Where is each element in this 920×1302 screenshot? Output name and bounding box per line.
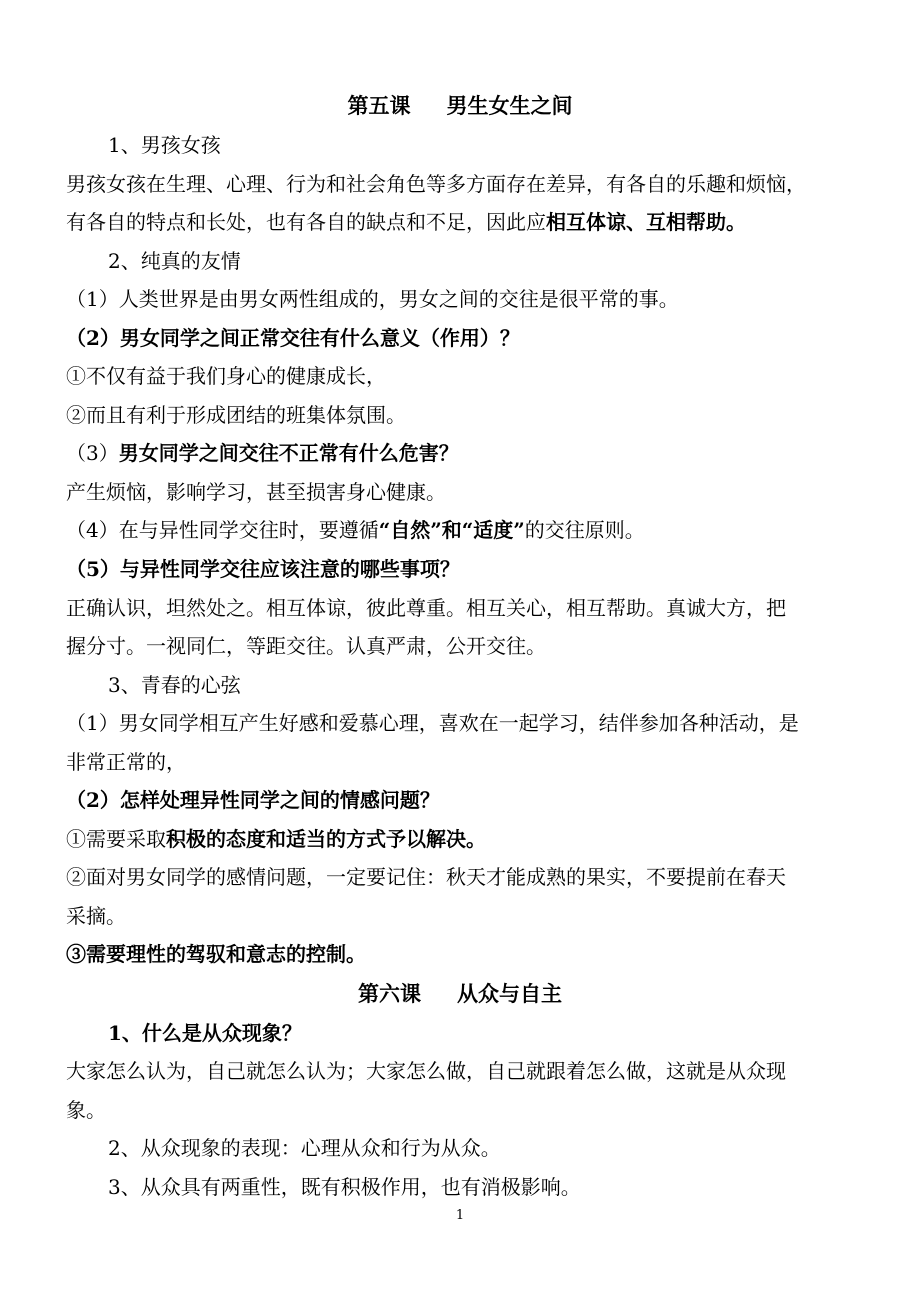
l5-section2-question5: （5）与异性同学交往应该注意的哪些事项？ [66,557,460,581]
l5-section1-para-line2 [66,210,880,234]
l6-section1-heading: 1、什么是从众现象？ [108,1021,302,1045]
l5-section2-answer3: 产生烦恼，影响学习，甚至损害身心健康。 [66,480,446,504]
l5-section2-answer5-line2: 握分寸。一视同仁，等距交往。认真严肃，公开交往。 [66,634,546,658]
l5-item4-text2: 的交往原则。 [524,518,645,542]
l5-section1-para-line1: 男孩女孩在生理、心理、行为和社会角色等多方面存在差异，有各自的乐趣和烦恼， [66,172,806,196]
l6-section2: 2、从众现象的表现：心理从众和行为从众。 [108,1136,501,1160]
l5-section3-answer2-2-line2: 采摘。 [66,904,126,928]
l5-section3-item1-line2: 非常正常的， [66,750,186,774]
l5-item4-shidu: “适度” [461,518,525,542]
l5-s3-a1-bold: 积极的态度和适当的方式予以解决。 [166,827,486,851]
l5-q3-text: 男女同学之间交往不正常有什么危害？ [118,441,459,465]
lesson5-title-text: 男生女生之间 [446,94,573,118]
l5-section2-heading: 2、纯真的友情 [108,249,241,273]
l5-q3-number: （3） [66,441,119,465]
page-number: 1 [455,1208,465,1223]
l5-section3-answer2-2-line1: ②面对男女同学的感情问题，一定要记住：秋天才能成熟的果实，不要提前在春天 [66,865,786,889]
l5-s3-a1-text: ①需要采取 [66,827,166,851]
l5-section3-heading: 3、青春的心弦 [108,673,241,697]
l5-item4-text1: （4）在与异性同学交往时，要遵循 [66,518,379,542]
lesson6-title-text: 从众与自主 [457,982,562,1006]
l5-section3-question2: （2）怎样处理异性同学之间的情感问题？ [66,788,440,812]
l5-section2-item1: （1）人类世界是由男女两性组成的，男女之间的交往是很平常的事。 [66,287,679,311]
lesson6-title [0,982,920,1006]
l5-section2-answer5-line1: 正确认识，坦然处之。相互体谅，彼此尊重。相互关心，相互帮助。真诚大方，把 [66,596,786,620]
l5-section2-answer2-2: ②而且有利于形成团结的班集体氛围。 [66,403,406,427]
l5-section1-para-bold: 相互体谅、互相帮助。 [546,210,746,234]
lesson6-title-number: 第六课 [358,982,421,1006]
l6-section1-para-line2: 象。 [66,1098,106,1122]
l5-section3-answer2-1 [66,827,880,851]
l5-section2-answer2-1: ①不仅有益于我们身心的健康成长， [66,364,386,388]
l5-section2-question3 [66,441,880,465]
l5-section2-question2: （2）男女同学之间正常交往有什么意义（作用）？ [66,326,520,350]
l5-section1-para-text: 有各自的特点和长处，也有各自的缺点和不足，因此应 [66,210,546,234]
l5-item4-he: 和 [441,518,462,542]
l6-section3: 3、从众具有两重性，既有积极作用，也有消极影响。 [108,1175,581,1199]
l5-item4-ziran: “自然” [378,518,442,542]
l5-section3-answer2-3: ③需要理性的驾驭和意志的控制。 [66,942,366,966]
lesson5-title [0,94,920,118]
lesson5-title-number: 第五课 [347,94,411,118]
l5-section3-item1-line1: （1）男女同学相互产生好感和爱慕心理，喜欢在一起学习，结伴参加各种活动，是 [66,711,799,735]
l6-section1-para-line1: 大家怎么认为，自己就怎么认为；大家怎么做，自己就跟着怎么做，这就是从众现 [66,1059,786,1083]
l5-section2-item4 [66,518,880,542]
l5-section1-heading: 1、男孩女孩 [108,133,221,157]
